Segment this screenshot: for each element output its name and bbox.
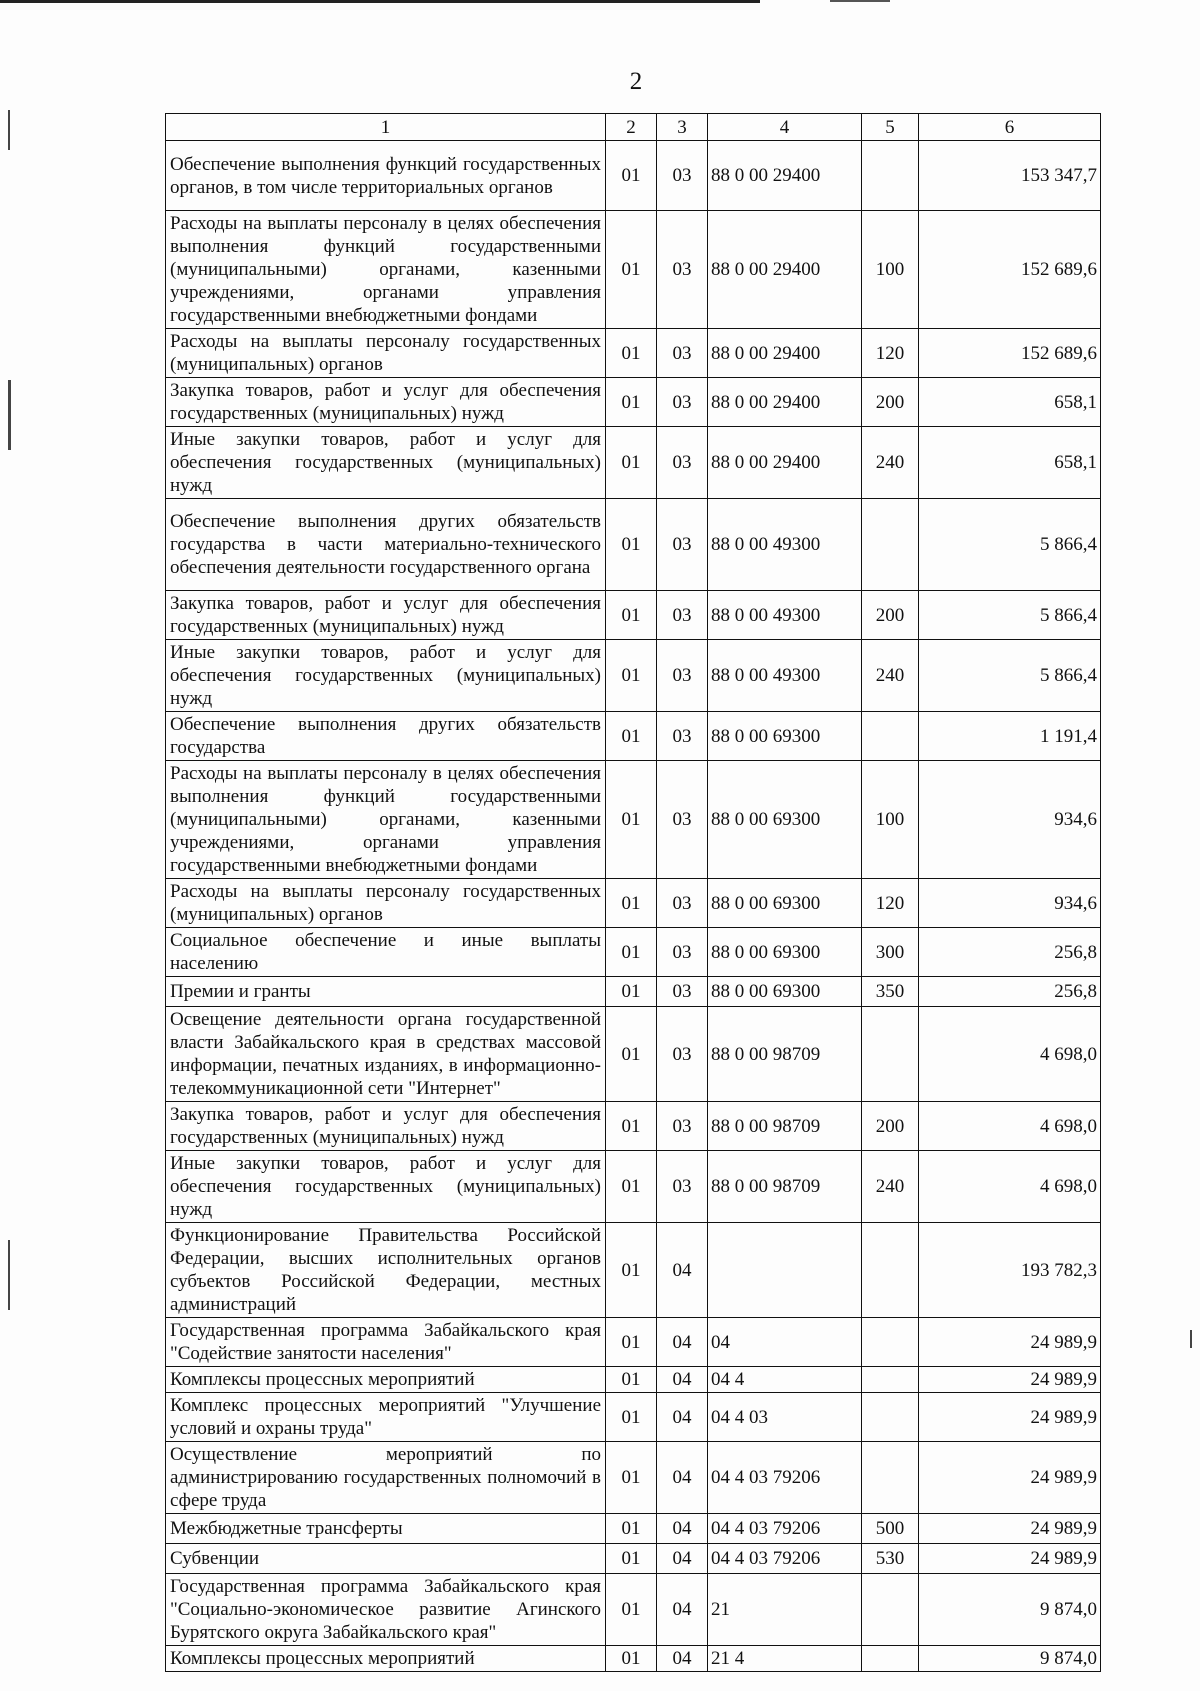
row-amount: 24 989,9 (919, 1393, 1101, 1442)
row-expense-type-code (862, 1393, 919, 1442)
table-row (166, 1646, 1101, 1672)
table-row (166, 712, 1101, 761)
row-section-code: 01 (606, 761, 657, 879)
row-expense-type-code: 120 (862, 879, 919, 928)
table-row (166, 1151, 1101, 1223)
row-amount: 1 191,4 (919, 712, 1101, 761)
row-section-code: 01 (606, 928, 657, 977)
margin-mark (8, 110, 10, 150)
row-name: Социальное обеспечение и иные выплаты населению (166, 928, 606, 977)
table-row (166, 378, 1101, 427)
row-expense-type-code: 100 (862, 211, 919, 329)
row-amount: 658,1 (919, 427, 1101, 499)
row-amount: 152 689,6 (919, 329, 1101, 378)
row-expense-type-code: 200 (862, 378, 919, 427)
table-row (166, 141, 1101, 211)
row-subsection-code: 03 (657, 1151, 708, 1223)
row-section-code: 01 (606, 1393, 657, 1442)
row-name: Иные закупки товаров, работ и услуг для обеспечения государственных (муниципальных) нужд (166, 640, 606, 712)
row-name: Комплекс процессных мероприятий "Улучшение условий и охраны труда" (166, 1393, 606, 1442)
row-target-article-code: 88 0 00 29400 (708, 427, 862, 499)
row-target-article-code: 21 (708, 1574, 862, 1646)
table-row (166, 1514, 1101, 1544)
row-target-article-code: 04 4 03 79206 (708, 1544, 862, 1574)
row-name: Расходы на выплаты персоналу в целях обеспечения выполнения функций государственными (муниципальными) органами, казенными учреждениями, органами управления государственными внебюджетными фондами (166, 211, 606, 329)
table-row (166, 427, 1101, 499)
table-row (166, 640, 1101, 712)
row-name: Комплексы процессных мероприятий (166, 1646, 606, 1672)
row-section-code: 01 (606, 591, 657, 640)
margin-mark (8, 380, 11, 450)
row-subsection-code: 04 (657, 1574, 708, 1646)
row-amount: 24 989,9 (919, 1544, 1101, 1574)
row-subsection-code: 04 (657, 1318, 708, 1367)
row-section-code: 01 (606, 1151, 657, 1223)
budget-table (165, 113, 1101, 1672)
row-amount: 152 689,6 (919, 211, 1101, 329)
row-expense-type-code (862, 1367, 919, 1393)
row-subsection-code: 04 (657, 1442, 708, 1514)
row-subsection-code: 03 (657, 141, 708, 211)
row-target-article-code: 88 0 00 49300 (708, 640, 862, 712)
row-target-article-code: 88 0 00 49300 (708, 591, 862, 640)
row-name: Государственная программа Забайкальского края "Содействие занятости населения" (166, 1318, 606, 1367)
row-target-article-code: 88 0 00 69300 (708, 928, 862, 977)
table-row (166, 879, 1101, 928)
row-amount: 934,6 (919, 761, 1101, 879)
row-subsection-code: 03 (657, 928, 708, 977)
row-expense-type-code: 300 (862, 928, 919, 977)
row-target-article-code: 04 4 03 79206 (708, 1514, 862, 1544)
row-name: Комплексы процессных мероприятий (166, 1367, 606, 1393)
row-expense-type-code: 500 (862, 1514, 919, 1544)
row-section-code: 01 (606, 640, 657, 712)
row-amount: 4 698,0 (919, 1151, 1101, 1223)
row-section-code: 01 (606, 1318, 657, 1367)
row-expense-type-code (862, 141, 919, 211)
table-row (166, 1574, 1101, 1646)
row-target-article-code: 88 0 00 69300 (708, 712, 862, 761)
row-amount: 24 989,9 (919, 1514, 1101, 1544)
row-section-code: 01 (606, 712, 657, 761)
row-amount: 24 989,9 (919, 1367, 1101, 1393)
row-target-article-code: 21 4 (708, 1646, 862, 1672)
row-section-code: 01 (606, 1574, 657, 1646)
row-expense-type-code (862, 1007, 919, 1102)
column-header: 5 (862, 114, 919, 141)
row-amount: 5 866,4 (919, 499, 1101, 591)
row-amount: 256,8 (919, 928, 1101, 977)
row-amount: 24 989,9 (919, 1318, 1101, 1367)
row-name: Субвенции (166, 1544, 606, 1574)
row-target-article-code: 88 0 00 29400 (708, 141, 862, 211)
column-header: 3 (657, 114, 708, 141)
row-name: Функционирование Правительства Российской Федерации, высших исполнительных органов субъектов Российской Федерации, местных администраций (166, 1223, 606, 1318)
row-subsection-code: 03 (657, 499, 708, 591)
row-expense-type-code: 100 (862, 761, 919, 879)
row-amount: 934,6 (919, 879, 1101, 928)
row-subsection-code: 03 (657, 879, 708, 928)
row-amount: 9 874,0 (919, 1574, 1101, 1646)
row-subsection-code: 03 (657, 1007, 708, 1102)
row-amount: 153 347,7 (919, 141, 1101, 211)
row-name: Закупка товаров, работ и услуг для обеспечения государственных (муниципальных) нужд (166, 378, 606, 427)
row-subsection-code: 04 (657, 1367, 708, 1393)
row-section-code: 01 (606, 977, 657, 1007)
row-subsection-code: 03 (657, 1102, 708, 1151)
row-subsection-code: 04 (657, 1544, 708, 1574)
row-name: Освещение деятельности органа государственной власти Забайкальского края в средствах массовой информации, печатных изданиях, в информационно-телекоммуникационной сети "Интернет" (166, 1007, 606, 1102)
row-amount: 658,1 (919, 378, 1101, 427)
row-subsection-code: 04 (657, 1223, 708, 1318)
column-header: 1 (166, 114, 606, 141)
row-expense-type-code (862, 499, 919, 591)
row-name: Обеспечение выполнения других обязательств государства (166, 712, 606, 761)
row-expense-type-code: 240 (862, 640, 919, 712)
row-subsection-code: 03 (657, 378, 708, 427)
margin-mark (1190, 1330, 1192, 1348)
row-section-code: 01 (606, 1514, 657, 1544)
table-row (166, 1102, 1101, 1151)
row-name: Государственная программа Забайкальского края "Социально-экономическое развитие Агинского Бурятского округа Забайкальского края" (166, 1574, 606, 1646)
row-target-article-code: 88 0 00 29400 (708, 211, 862, 329)
row-section-code: 01 (606, 211, 657, 329)
table-row (166, 977, 1101, 1007)
row-subsection-code: 03 (657, 329, 708, 378)
row-target-article-code: 88 0 00 98709 (708, 1007, 862, 1102)
row-expense-type-code: 120 (862, 329, 919, 378)
table-row (166, 1367, 1101, 1393)
row-section-code: 01 (606, 378, 657, 427)
table-row (166, 499, 1101, 591)
column-header: 6 (919, 114, 1101, 141)
row-section-code: 01 (606, 1367, 657, 1393)
row-subsection-code: 03 (657, 640, 708, 712)
row-amount: 5 866,4 (919, 640, 1101, 712)
column-header: 2 (606, 114, 657, 141)
row-section-code: 01 (606, 329, 657, 378)
row-amount: 193 782,3 (919, 1223, 1101, 1318)
row-name: Закупка товаров, работ и услуг для обеспечения государственных (муниципальных) нужд (166, 1102, 606, 1151)
table-header-row (166, 114, 1101, 141)
row-expense-type-code (862, 1223, 919, 1318)
row-target-article-code: 04 4 (708, 1367, 862, 1393)
row-subsection-code: 03 (657, 712, 708, 761)
row-expense-type-code: 530 (862, 1544, 919, 1574)
row-subsection-code: 03 (657, 761, 708, 879)
row-target-article-code: 88 0 00 98709 (708, 1151, 862, 1223)
row-expense-type-code (862, 712, 919, 761)
row-expense-type-code: 240 (862, 427, 919, 499)
row-name: Иные закупки товаров, работ и услуг для обеспечения государственных (муниципальных) нужд (166, 427, 606, 499)
table-row (166, 329, 1101, 378)
row-target-article-code: 88 0 00 49300 (708, 499, 862, 591)
row-section-code: 01 (606, 1223, 657, 1318)
margin-mark (8, 1240, 10, 1310)
row-name: Расходы на выплаты персоналу государственных (муниципальных) органов (166, 329, 606, 378)
column-header: 4 (708, 114, 862, 141)
row-section-code: 01 (606, 1442, 657, 1514)
table-row (166, 928, 1101, 977)
table-row (166, 1318, 1101, 1367)
row-target-article-code (708, 1223, 862, 1318)
row-expense-type-code (862, 1646, 919, 1672)
row-name: Расходы на выплаты персоналу государственных (муниципальных) органов (166, 879, 606, 928)
table-row (166, 1393, 1101, 1442)
row-name: Обеспечение выполнения функций государственных органов, в том числе территориальных органов (166, 141, 606, 211)
row-expense-type-code: 200 (862, 1102, 919, 1151)
table-row (166, 1007, 1101, 1102)
row-expense-type-code (862, 1574, 919, 1646)
row-target-article-code: 88 0 00 69300 (708, 761, 862, 879)
row-target-article-code: 88 0 00 29400 (708, 329, 862, 378)
row-name: Закупка товаров, работ и услуг для обеспечения государственных (муниципальных) нужд (166, 591, 606, 640)
row-amount: 9 874,0 (919, 1646, 1101, 1672)
row-section-code: 01 (606, 879, 657, 928)
row-amount: 5 866,4 (919, 591, 1101, 640)
page-number: 2 (629, 68, 643, 95)
row-section-code: 01 (606, 1102, 657, 1151)
scan-top-edge-fragment (830, 0, 890, 2)
table-row (166, 211, 1101, 329)
row-section-code: 01 (606, 499, 657, 591)
row-target-article-code: 88 0 00 69300 (708, 977, 862, 1007)
table-row (166, 761, 1101, 879)
row-subsection-code: 03 (657, 211, 708, 329)
table-row (166, 591, 1101, 640)
row-name: Расходы на выплаты персоналу в целях обеспечения выполнения функций государственными (муниципальными) органами, казенными учреждениями, органами управления государственными внебюджетными фондами (166, 761, 606, 879)
row-expense-type-code (862, 1442, 919, 1514)
row-subsection-code: 04 (657, 1393, 708, 1442)
row-target-article-code: 04 4 03 (708, 1393, 862, 1442)
row-subsection-code: 03 (657, 427, 708, 499)
row-target-article-code: 04 4 03 79206 (708, 1442, 862, 1514)
row-expense-type-code: 200 (862, 591, 919, 640)
row-name: Осуществление мероприятий по администрированию государственных полномочий в сфере труда (166, 1442, 606, 1514)
row-section-code: 01 (606, 427, 657, 499)
row-expense-type-code: 350 (862, 977, 919, 1007)
row-subsection-code: 04 (657, 1646, 708, 1672)
scan-top-edge (0, 0, 760, 3)
table-row (166, 1223, 1101, 1318)
row-target-article-code: 88 0 00 69300 (708, 879, 862, 928)
table-row (166, 1544, 1101, 1574)
row-name: Межбюджетные трансферты (166, 1514, 606, 1544)
row-expense-type-code (862, 1318, 919, 1367)
row-subsection-code: 03 (657, 977, 708, 1007)
table-row (166, 1442, 1101, 1514)
row-amount: 256,8 (919, 977, 1101, 1007)
row-section-code: 01 (606, 1544, 657, 1574)
row-target-article-code: 88 0 00 98709 (708, 1102, 862, 1151)
row-name: Обеспечение выполнения других обязательств государства в части материально-технического обеспечения деятельности государственного органа (166, 499, 606, 591)
row-target-article-code: 88 0 00 29400 (708, 378, 862, 427)
row-section-code: 01 (606, 1646, 657, 1672)
row-name: Иные закупки товаров, работ и услуг для обеспечения государственных (муниципальных) нужд (166, 1151, 606, 1223)
row-expense-type-code: 240 (862, 1151, 919, 1223)
row-section-code: 01 (606, 141, 657, 211)
row-name: Премии и гранты (166, 977, 606, 1007)
row-target-article-code: 04 (708, 1318, 862, 1367)
row-subsection-code: 03 (657, 591, 708, 640)
row-amount: 4 698,0 (919, 1007, 1101, 1102)
row-subsection-code: 04 (657, 1514, 708, 1544)
row-amount: 24 989,9 (919, 1442, 1101, 1514)
row-amount: 4 698,0 (919, 1102, 1101, 1151)
row-section-code: 01 (606, 1007, 657, 1102)
